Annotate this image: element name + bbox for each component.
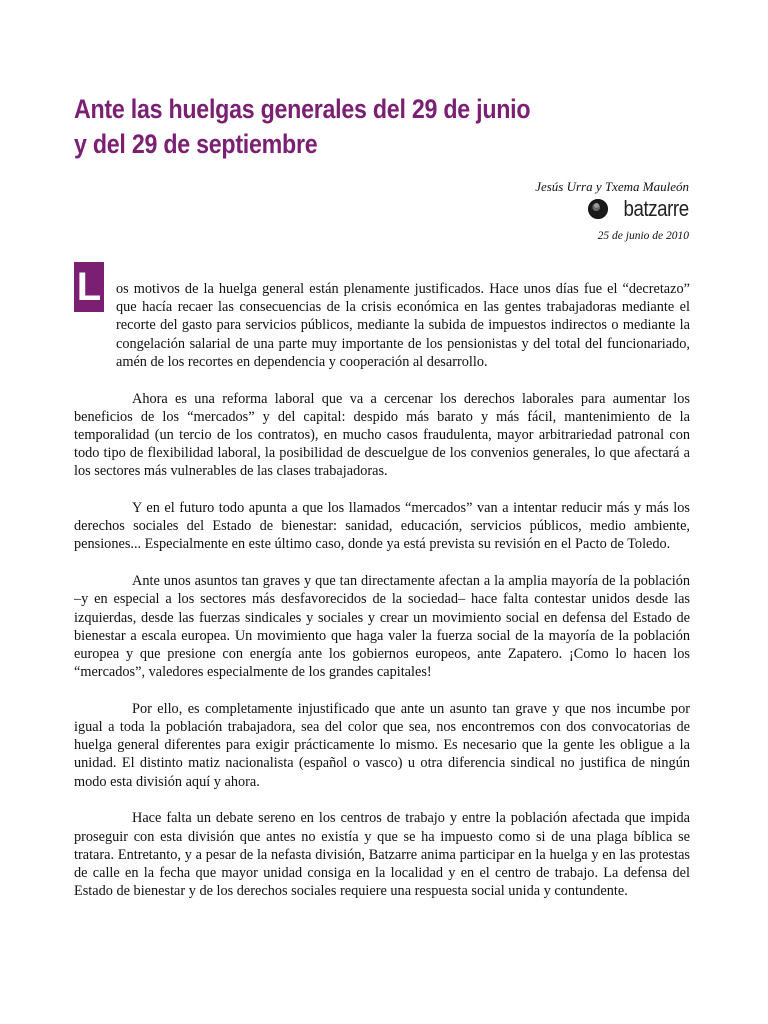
- author-byline: Jesús Urra y Txema Mauleón: [535, 179, 689, 194]
- title-line-1: Ante las huelgas generales del 29 de junio: [74, 94, 531, 124]
- batzarre-logo-icon: [588, 199, 608, 219]
- article-body: [74, 280, 690, 919]
- article-title: [74, 92, 607, 162]
- batzarre-logo: [588, 197, 689, 221]
- paragraph-5: Por ello, es completamente injustificado que ante un asunto tan grave y que nos incumbe por igual a toda la población trabajadora, sea del color que sea, nos encontremos con dos convocatorias de huelga general diferentes para exigir prácticamente lo mismo. Es necesario que la gente les obligue a la unidad. El distinto matiz nacionalista (español o vasco) u otra diferencia sindical no justifica de ningún modo esta división aquí y ahora.: [74, 700, 690, 790]
- paragraph-1: os motivos de la huelga general están plenamente justificados. Hace unos días fue el “decretazo” que hacía recaer las consecuencias de la crisis económica en las gentes trabajadoras mediante el recorte del gasto para servicios públicos, mediante la subida de impuestos indirectos o mediante la congelación salarial de una parte muy importante de los pensionistas y del total del funcionariado, amén de los recortes en dependencia y cooperación al desarrollo.: [116, 281, 690, 370]
- publication-date: 25 de junio de 2010: [597, 230, 689, 242]
- paragraph-2: Ahora es una reforma laboral que va a cercenar los derechos laborales para aumentar los beneficios de los “mercados” y del capital: despido más barato y más fácil, mantenimiento de la temporalidad (un tercio de los contratos), en mucho casos fraudulenta, mayor arbitrariedad patronal con todo tipo de flexibilidad laboral, la posibilidad de descuelgue de los convenios generales, lo que afectará a los sectores más vulnerables de las clases trabajadoras.: [74, 390, 690, 480]
- paragraph-4: Ante unos asuntos tan graves y que tan directamente afectan a la amplia mayoría de la población –y en especial a los sectores más desfavorecidos de la sociedad– hace falta contestar unidos desde las izquierdas, desde las fuerzas sindicales y sociales y crear un movimiento social en defensa del Estado de bienestar a escala europea. Un movimiento que haga valer la fuerza social de la mayoría de la población europea y que presione con energía ante los gobiernos europeos, ante Zapatero. ¡Como lo hacen los “mercados”, valedores especialmente de los grandes capitales!: [74, 573, 690, 681]
- title-line-2: y del 29 de septiembre: [74, 129, 318, 159]
- paragraph-3: Y en el futuro todo apunta a que los llamados “mercados” van a intentar reducir más y más los derechos sociales del Estado de bienestar: sanidad, educación, servicios públicos, medio ambiente, pensiones... Especialmente en este último caso, donde ya está prevista su revisión en el Pacto de Toledo.: [74, 500, 690, 553]
- paragraph-6: Hace falta un debate sereno en los centros de trabajo y entre la población afectada que impida proseguir con esta división que antes no existía y que se ha impuesto como si de una plaga bíblica se tratara. Entretanto, y a pesar de la nefasta división, Batzarre anima participar en la huelga y en las protestas de calle en la fecha que mayor unidad consiga en la localidad y en el centro de trabajo. La defensa del Estado de bienestar y de los derechos sociales requiere una respuesta social unida y contundente.: [74, 810, 690, 900]
- drop-cap-letter: L: [76, 265, 102, 309]
- logo-text: batzarre: [623, 196, 689, 221]
